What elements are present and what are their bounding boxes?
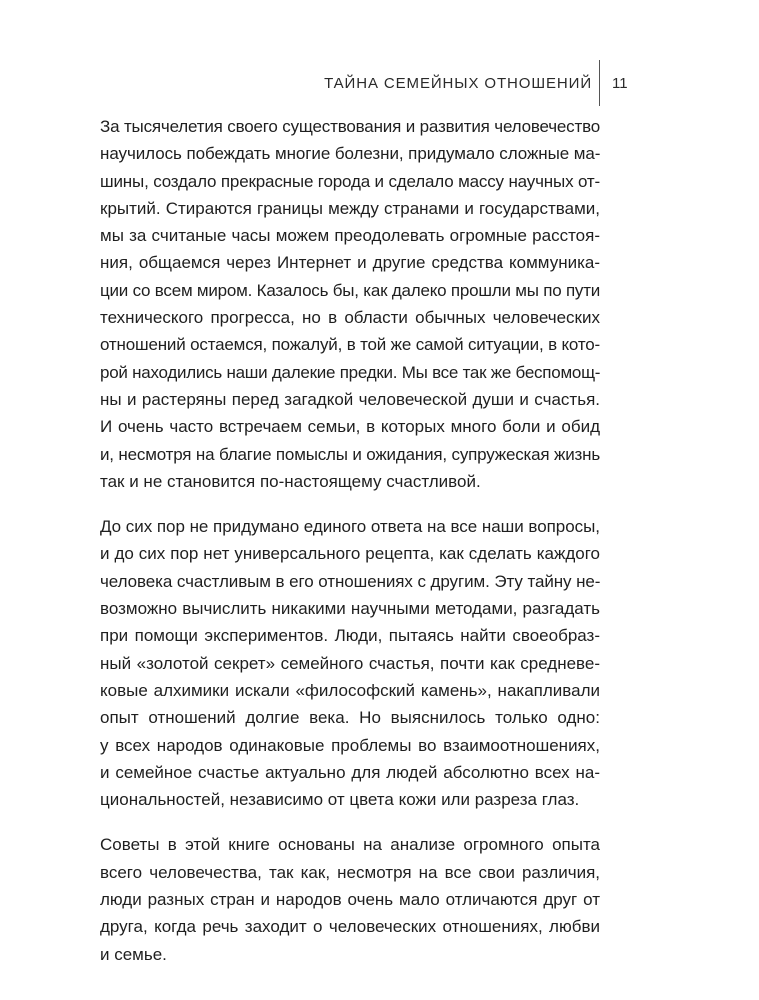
text-line: ный «золотой секрет» семейного счастья, почти как средневе- <box>100 653 600 673</box>
text-line: шины, создало прекрасные города и сделало массу научных от- <box>100 171 600 191</box>
text-line: отношений остаемся, пожалуй, в той же самой ситуации, в кото- <box>100 335 600 355</box>
header-divider <box>599 60 600 106</box>
text-line: И очень часто встречаем семьи, в которых много боли и обид <box>100 417 600 437</box>
page-number: 11 <box>612 75 628 92</box>
text-line: у всех народов одинаковые проблемы во взаимоотношениях, <box>100 735 600 755</box>
text-line: и, несмотря на благие помыслы и ожидания, супружеская жизнь <box>100 444 600 464</box>
text-line: рой находились наши далекие предки. Мы все так же беспомощ- <box>100 362 601 382</box>
text-line: ции со всем миром. Казалось бы, как далеко прошли мы по пути <box>100 280 601 300</box>
text-line: До сих пор не придумано единого ответа на все наши вопросы, <box>100 517 600 537</box>
text-line: друга, когда речь заходит о человеческих отношениях, любви <box>100 917 600 937</box>
paragraph-2 <box>100 513 600 813</box>
text-line: циональностей, независимо от цвета кожи или разреза глаз. <box>100 790 580 810</box>
text-line: крытий. Стираются границы между странами и государствами, <box>100 198 600 218</box>
text-line: возможно вычислить никакими научными методами, разгадать <box>100 599 600 619</box>
text-line: ны и растеряны перед загадкой человеческой души и счастья. <box>100 389 600 409</box>
text-line: ковые алхимики искали «философский камень», накапливали <box>100 680 600 700</box>
text-line: и семейное счастье актуально для людей абсолютно всех на- <box>100 762 600 782</box>
text-line: технического прогресса, но в области обычных человеческих <box>100 308 600 328</box>
text-line: Советы в этой книге основаны на анализе огромного опыта <box>100 835 600 855</box>
running-header-title: ТАЙНА СЕМЕЙНЫХ ОТНОШЕНИЙ <box>324 75 592 92</box>
text-line: всего человечества, так как, несмотря на все свои различия, <box>100 862 600 882</box>
text-line: научилось побеждать многие болезни, придумало сложные ма- <box>100 144 601 164</box>
text-line: и семье. <box>100 944 167 964</box>
text-line: человека счастливым в его отношениях с другим. Эту тайну не- <box>100 571 601 591</box>
paragraph-1 <box>100 113 600 495</box>
text-line: при помощи экспериментов. Люди, пытаясь найти своеобраз- <box>100 626 600 646</box>
text-line: так и не становится по-настоящему счастливой. <box>100 471 481 491</box>
text-line: опыт отношений долгие века. Но выяснилось только одно: <box>100 708 600 728</box>
text-line: За тысячелетия своего существования и развития человечество <box>100 117 600 136</box>
text-line: люди разных стран и народов очень мало отличаются друг от <box>100 890 600 910</box>
text-line: и до сих пор нет универсального рецепта, как сделать каждого <box>100 544 600 564</box>
text-line: мы за считаные часы можем преодолевать огромные расстоя- <box>100 226 600 246</box>
paragraph-3 <box>100 831 600 967</box>
body-text <box>100 113 600 986</box>
text-line: ния, общаемся через Интернет и другие средства коммуника- <box>100 253 600 273</box>
